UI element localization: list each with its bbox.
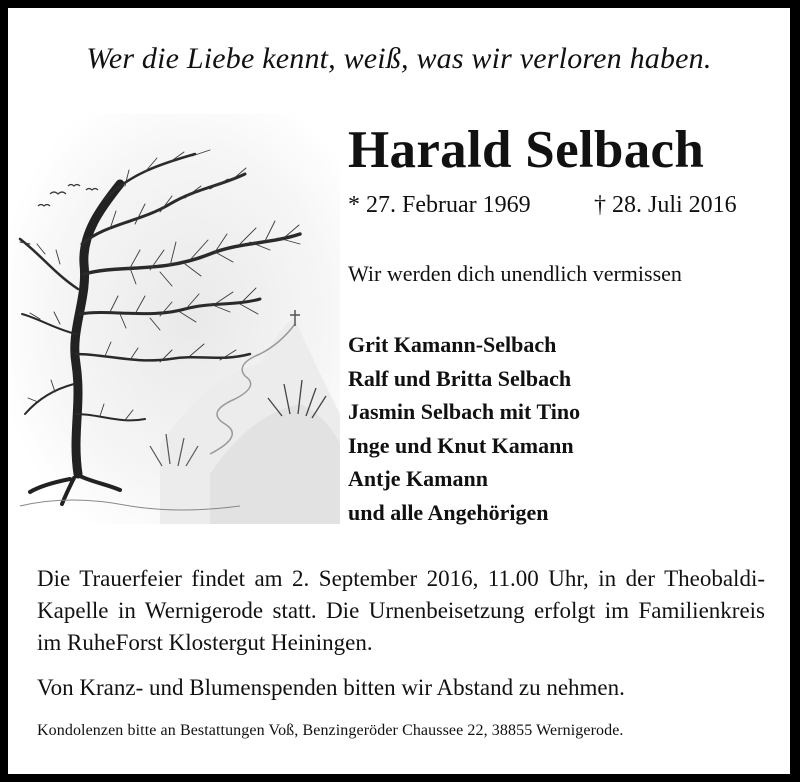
funeral-details: Die Trauerfeier findet am 2. September 2016, 11.00 Uhr, in der Theobaldi-Kapelle in Wernigerode statt. Die Urnenbeisetzung erfolgt im Familienkreis im RuheForst Klostergut Heiningen. [37,566,765,655]
mourner-name: Ralf und Britta Selbach [348,365,572,391]
mourner-name: Grit Kamann-Selbach [348,332,557,357]
deceased-name: Harald Selbach [348,121,705,179]
flowers-notice: Von Kranz- und Blumenspenden bitten wir Abstand zu nehmen. [37,675,625,700]
condolences-address: Kondolenzen bitte an Bestattungen Voß, Benzingeröder Chaussee 22, 38855 Wernigerode. [37,722,624,739]
death-date: † 28. Juli 2016 [594,192,737,218]
mourner-name: Inge und Knut Kamann [348,432,574,458]
motto-quote: Wer die Liebe kennt, weiß, was wir verloren haben. [86,42,712,75]
obituary-card [8,8,790,774]
mourner-name: Antje Kamann [348,466,488,491]
mourner-name: und alle Angehörigen [348,499,549,525]
mourner-name: Jasmin Selbach mit Tino [348,399,581,424]
farewell-line: Wir werden dich unendlich vermissen [348,261,682,286]
birth-date: * 27. Februar 1969 [348,192,531,218]
tree-landscape-illustration [10,114,340,524]
mourners-list [348,328,580,529]
